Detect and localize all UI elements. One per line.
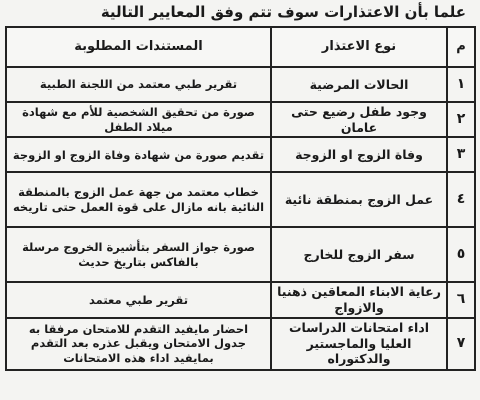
table-row bbox=[6, 102, 475, 137]
excuse-type: سفر الزوج للخارج bbox=[271, 227, 447, 282]
excuse-type: اداء امتحانات الدراسات العليا والماجستير والدكتوراه bbox=[271, 318, 447, 370]
row-number: ٢ bbox=[447, 102, 475, 137]
table-row bbox=[6, 318, 475, 370]
table-row bbox=[6, 227, 475, 282]
row-number: ١ bbox=[447, 67, 475, 102]
excuse-type: وفاة الزوج او الزوجة bbox=[271, 137, 447, 172]
required-documents: صورة من تحقيق الشخصية للأم مع شهادة ميلاد الطفل bbox=[6, 102, 271, 137]
required-documents: خطاب معتمد من جهة عمل الزوج بالمنطقة النائية بانه مازال على قوة العمل حتى تاريخه bbox=[6, 172, 271, 227]
table-row bbox=[6, 67, 475, 102]
excuse-type: عمل الزوج بمنطقة نائية bbox=[271, 172, 447, 227]
excuse-type: وجود طفل رضيع حتى عامان bbox=[271, 102, 447, 137]
column-header-number: م bbox=[447, 27, 475, 67]
document-heading: علما بأن الاعتذارات سوف تتم وفق المعايير التالية bbox=[100, 3, 466, 21]
column-header-required-documents: المستندات المطلوبة bbox=[6, 27, 271, 67]
excuses-table bbox=[5, 26, 476, 371]
row-number: ٣ bbox=[447, 137, 475, 172]
table-header-row bbox=[6, 27, 475, 67]
required-documents: تقرير طبي معتمد من اللجنة الطبية bbox=[6, 67, 271, 102]
row-number: ٤ bbox=[447, 172, 475, 227]
row-number: ٧ bbox=[447, 318, 475, 370]
table-row bbox=[6, 172, 475, 227]
row-number: ٦ bbox=[447, 282, 475, 317]
required-documents: صورة جواز السفر بتأشيرة الخروج مرسلة بالفاكس بتاريخ حديث bbox=[6, 227, 271, 282]
column-header-excuse-type: نوع الاعتذار bbox=[271, 27, 447, 67]
table-row bbox=[6, 282, 475, 317]
row-number: ٥ bbox=[447, 227, 475, 282]
table-row bbox=[6, 137, 475, 172]
required-documents: تقرير طبي معتمد bbox=[6, 282, 271, 317]
excuse-type: الحالات المرضية bbox=[271, 67, 447, 102]
excuse-type: رعاية الابناء المعاقين ذهنيا والازواج bbox=[271, 282, 447, 317]
required-documents: تقديم صورة من شهادة وفاة الزوج او الزوجة bbox=[6, 137, 271, 172]
required-documents: احضار مايفيد التقدم للامتحان مرفقا به جدول الامتحان ويقبل عذره بعد التقدم بمايفيد اداء هذه الامتحانات bbox=[6, 318, 271, 370]
